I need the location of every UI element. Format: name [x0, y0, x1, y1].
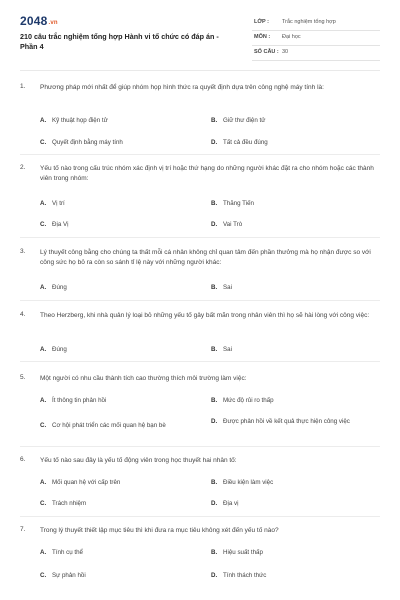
logo-suffix-text: .vn [48, 20, 58, 26]
question-number: 4. [20, 311, 26, 318]
question-4 [20, 311, 380, 373]
question-divider [20, 446, 380, 447]
option-text: Mức độ rủi ro thấp [223, 397, 274, 404]
option-key: A. [40, 397, 47, 404]
option-key: A. [40, 479, 47, 486]
option-key: D. [211, 221, 218, 228]
option-key: A. [40, 346, 47, 353]
question-number: 1. [20, 83, 26, 90]
option-key: B. [211, 346, 218, 353]
option-key: D. [211, 418, 218, 425]
meta-label: SỐ CÂU : [254, 49, 279, 55]
site-logo[interactable] [20, 14, 58, 28]
meta-label: MÔN : [254, 34, 271, 40]
option-text: Cơ hội phát triển các mối quan hệ bạn bè [52, 422, 166, 429]
option-key: B. [211, 117, 218, 124]
option-key: B. [211, 479, 218, 486]
option-text: Vị trí [52, 200, 65, 207]
question-text: Trong lý thuyết thiết lập mục tiêu thì khi đưa ra mục tiêu không xét đến yếu tố nào? [40, 527, 279, 534]
option-key: A. [40, 117, 47, 124]
option-text: Kỹ thuật họp điện tử [52, 117, 108, 124]
option-text: Sự phản hồi [52, 572, 86, 579]
option-key: C. [40, 500, 47, 507]
option-key: C. [40, 422, 47, 429]
option-text: Tính cụ thể [52, 549, 83, 556]
question-1 [20, 83, 380, 163]
option-key: B. [211, 200, 218, 207]
option-text: Đúng [52, 346, 67, 353]
question-text: Một người có nhu cầu thành tích cao thường thích môi trường làm việc: [40, 375, 247, 382]
question-divider [20, 154, 380, 155]
question-6 [20, 456, 380, 522]
document-title: 210 câu trắc nghiệm tổng hợp Hành vi tổ chức có đáp án - Phần 4 [20, 32, 219, 51]
option-key: A. [40, 549, 47, 556]
header-divider [20, 70, 380, 71]
option-text: Quyết định bằng máy tính [52, 139, 123, 146]
meta-value: Đại học [282, 34, 301, 40]
option-key: B. [211, 549, 218, 556]
question-number: 5. [20, 374, 26, 381]
question-3 [20, 248, 380, 310]
option-text: Được phản hồi về kết quả thực hiện công việc [223, 418, 350, 425]
question-2 [20, 164, 380, 244]
option-text: Sai [223, 346, 232, 353]
option-key: C. [40, 139, 47, 146]
option-text: Tính thách thức [223, 572, 267, 579]
header [0, 0, 400, 64]
question-divider [20, 300, 380, 301]
meta-value: 30 [282, 49, 289, 55]
option-text: Mối quan hệ với cấp trên [52, 479, 121, 486]
question-text: Yếu tố nào sau đây là yếu tố động viên trong học thuyết hai nhân tố: [40, 457, 237, 464]
question-text: Yếu tố nào trong cấu trúc nhóm xác định vị trí hoặc thứ hạng do những người khác đặt ra cho nhóm hoặc các thành viên trong nhóm: [40, 165, 374, 182]
option-text: Điều kiện làm việc [223, 479, 274, 486]
option-text: Địa Vị [52, 221, 69, 228]
question-divider [20, 361, 380, 362]
option-key: D. [211, 500, 218, 507]
question-text: Theo Herzberg, khi nhà quản lý loại bỏ những yếu tố gây bất mãn trong nhân viên thì họ sẽ hài lòng với công việc: [40, 312, 370, 319]
option-text: Đúng [52, 284, 67, 291]
question-number: 7. [20, 526, 26, 533]
option-text: Tất cả đều đúng [223, 139, 268, 146]
question-5 [20, 374, 380, 452]
option-key: B. [211, 397, 218, 404]
meta-row-count [252, 46, 380, 61]
question-text: Lý thuyết công bằng cho chúng ta thất mỗi cá nhân không chỉ quan tâm đến phần thưởng mà họ nhận được so với công sức họ bỏ ra còn so sánh tỉ lệ này với những người khác: [40, 249, 371, 266]
option-text: Vai Trò [223, 221, 243, 228]
option-key: D. [211, 572, 218, 579]
option-key: C. [40, 221, 47, 228]
question-text: Phương pháp mới nhất để giúp nhóm họp hình thức ra quyết định dựa trên công nghệ máy tính là: [40, 84, 324, 91]
question-number: 6. [20, 456, 26, 463]
question-divider [20, 516, 380, 517]
meta-panel [252, 16, 380, 61]
option-text: Thăng Tiến [223, 200, 254, 207]
option-text: Địa vị [223, 500, 239, 507]
option-text: Ít thông tin phản hồi [52, 397, 107, 404]
option-key: B. [211, 284, 218, 291]
question-number: 3. [20, 248, 26, 255]
option-text: Hiệu suất thấp [223, 549, 263, 556]
meta-row-class [252, 16, 380, 31]
option-key: C. [40, 572, 47, 579]
option-key: A. [40, 200, 47, 207]
meta-value: Trắc nghiệm tổng hợp [282, 19, 336, 25]
question-number: 2. [20, 164, 26, 171]
option-key: A. [40, 284, 47, 291]
meta-row-subject [252, 31, 380, 46]
meta-label: LỚP : [254, 19, 269, 25]
logo-main-text: 2048 [20, 14, 48, 28]
option-text: Trách nhiệm [52, 500, 87, 507]
question-7 [20, 526, 380, 592]
option-text: Giữ thư điện tử [223, 117, 266, 124]
option-key: D. [211, 139, 218, 146]
question-divider [20, 237, 380, 238]
option-text: Sai [223, 284, 232, 291]
